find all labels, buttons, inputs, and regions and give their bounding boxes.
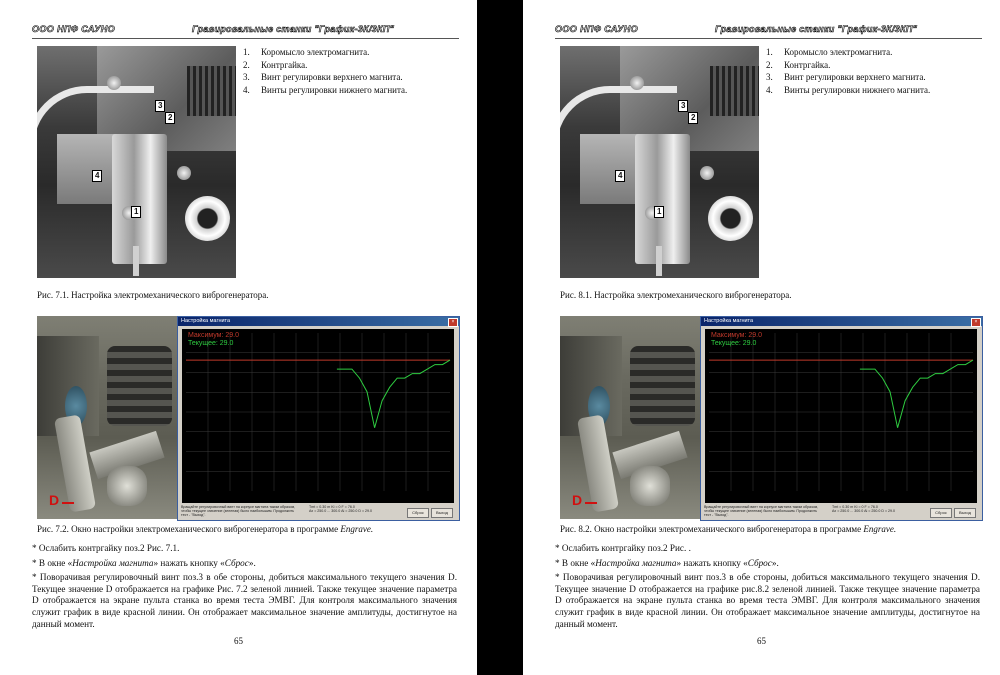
max-label: Максимум: 29.0 xyxy=(188,332,239,339)
chart-svg xyxy=(182,329,454,503)
legend-item: 1. Коромысло электромагнита. xyxy=(766,47,893,57)
close-icon[interactable]: × xyxy=(448,318,458,327)
figure-caption-1: Рис. 8.1. Настройка электромеханического виброгенератора. xyxy=(560,290,792,300)
figure-legend xyxy=(243,46,407,96)
instructions xyxy=(32,543,457,633)
vibrogenerator-photo xyxy=(37,46,236,278)
exit-button[interactable]: Выход xyxy=(954,508,976,518)
legend-item: 2. Контргайка. xyxy=(243,59,308,70)
window-statusbar xyxy=(704,505,978,518)
page-number: 65 xyxy=(757,636,766,646)
magnet-closeup-photo xyxy=(560,316,700,519)
header-title: Гравировальные станки "График-3К/3КП" xyxy=(715,24,918,34)
d-label: D xyxy=(572,492,583,508)
instruction-1: * Ослабить контргайку поз.2 Рис. 7.1. xyxy=(32,543,180,553)
page-left xyxy=(0,0,477,675)
current-label: Текущее: 29.0 xyxy=(711,340,757,347)
chart-svg xyxy=(705,329,977,503)
legend-item: 3. Винт регулировки верхнего магнита. xyxy=(243,72,403,83)
reset-button[interactable]: Сброс xyxy=(407,508,429,518)
exit-button[interactable]: Выход xyxy=(431,508,453,518)
magnet-closeup-photo xyxy=(37,316,177,519)
running-header xyxy=(32,24,459,39)
instructions xyxy=(555,543,980,633)
page-right xyxy=(523,0,1000,675)
legend-item: 3. Винт регулировки верхнего магнита. xyxy=(766,72,926,83)
magnet-settings-window xyxy=(177,316,460,521)
current-label: Текущее: 29.0 xyxy=(188,340,234,347)
center-gutter xyxy=(477,0,523,675)
legend-item: 4. Винты регулировки нижнего магнита. xyxy=(766,84,931,95)
figure-legend xyxy=(766,46,930,96)
callout-2: 2 xyxy=(165,112,175,124)
instruction-2: * В окне «Настройка магнита» нажать кнопку «Сброс». xyxy=(32,557,256,568)
header-title: Гравировальные станки "График-3К/3КП" xyxy=(192,24,395,34)
window-title: Настройка магнита xyxy=(181,318,231,324)
values-readout: Tmt = 0.30 m Ki = 0 F = 76.0 Ax = 250.0 ... 300.0 Ai = 250.0 D = 29.0 xyxy=(832,505,896,514)
close-icon[interactable]: × xyxy=(971,318,981,327)
figure-caption-2: Рис. 8.2. Окно настройки электромеханического виброгенератора в программе Engrave. xyxy=(560,524,897,534)
reset-button[interactable]: Сброс xyxy=(930,508,952,518)
window-title: Настройка магнита xyxy=(704,318,754,324)
figure-caption-1: Рис. 7.1. Настройка электромеханического виброгенератора. xyxy=(37,290,269,300)
instruction-3: * Поворачивая регулировочный винт поз.3 в обе стороны, добиться максимального текущего значения D. Текущее значение D отображается на графике Рис. 7.2 зеленой линией. Также текущее значение параметра D отображается на экране пульта станка во время теста ЭМВГ. Для контроля максимального значения служит график в виде красной линии. Он отображает максимальное значение амплитуды, достигнутое на данный момент. xyxy=(32,572,457,629)
figure-caption-2: Рис. 7.2. Окно настройки электромеханического виброгенератора в программе Engrave. xyxy=(37,524,374,534)
callout-3: 3 xyxy=(155,100,165,112)
callout-1: 1 xyxy=(131,206,141,218)
callout-4: 4 xyxy=(615,170,625,182)
callout-4: 4 xyxy=(92,170,102,182)
max-label: Максимум: 29.0 xyxy=(711,332,762,339)
callout-2: 2 xyxy=(688,112,698,124)
d-label: D xyxy=(49,492,60,508)
legend-item: 1. Коромысло электромагнита. xyxy=(243,47,370,57)
help-text: Вращайте регулировочный винт на корпусе магнита таким образом, чтобы текущее значение (зеленая) было наибольшим. Продолжить тест - "Выход". xyxy=(181,505,296,518)
vibrogenerator-photo xyxy=(560,46,759,278)
legend-item: 4. Винты регулировки нижнего магнита. xyxy=(243,84,408,95)
help-text: Вращайте регулировочный винт на корпусе магнита таким образом, чтобы текущее значение (зеленая) было наибольшим. Продолжить тест - "Выход". xyxy=(704,505,819,518)
instruction-1: * Ослабить контргайку поз.2 Рис. . xyxy=(555,543,691,553)
window-titlebar xyxy=(701,317,982,326)
series-line-current xyxy=(337,360,450,428)
magnet-settings-window xyxy=(700,316,983,521)
values-readout: Tmt = 0.30 m Ki = 0 F = 76.0 Ax = 250.0 ... 300.0 Ai = 250.0 D = 29.0 xyxy=(309,505,373,514)
running-header xyxy=(555,24,982,39)
page-number: 65 xyxy=(234,636,243,646)
magnet-chart xyxy=(705,329,977,503)
window-titlebar xyxy=(178,317,459,326)
window-statusbar xyxy=(181,505,455,518)
instruction-2: * В окне «Настройка магнита» нажать кнопку «Сброс». xyxy=(555,557,779,568)
legend-item: 2. Контргайка. xyxy=(766,59,831,70)
header-company: ООО НПФ САУНО xyxy=(555,24,639,34)
instruction-3: * Поворачивая регулировочный винт поз.3 в обе стороны, добиться максимального текущего значения D. Текущее значение D отображается на графике рис.8.2 зеленой линией. Также текущее значение параметра D отображается на экране пульта станка во время теста ЭМВГ. Для контроля максимального значения служит график в виде красной линии. Он отображает максимальное значение амплитуды, достигнутое на данный момент. xyxy=(555,572,980,629)
header-company: ООО НПФ САУНО xyxy=(32,24,116,34)
series-line-current xyxy=(860,360,973,428)
callout-3: 3 xyxy=(678,100,688,112)
magnet-chart xyxy=(182,329,454,503)
callout-1: 1 xyxy=(654,206,664,218)
